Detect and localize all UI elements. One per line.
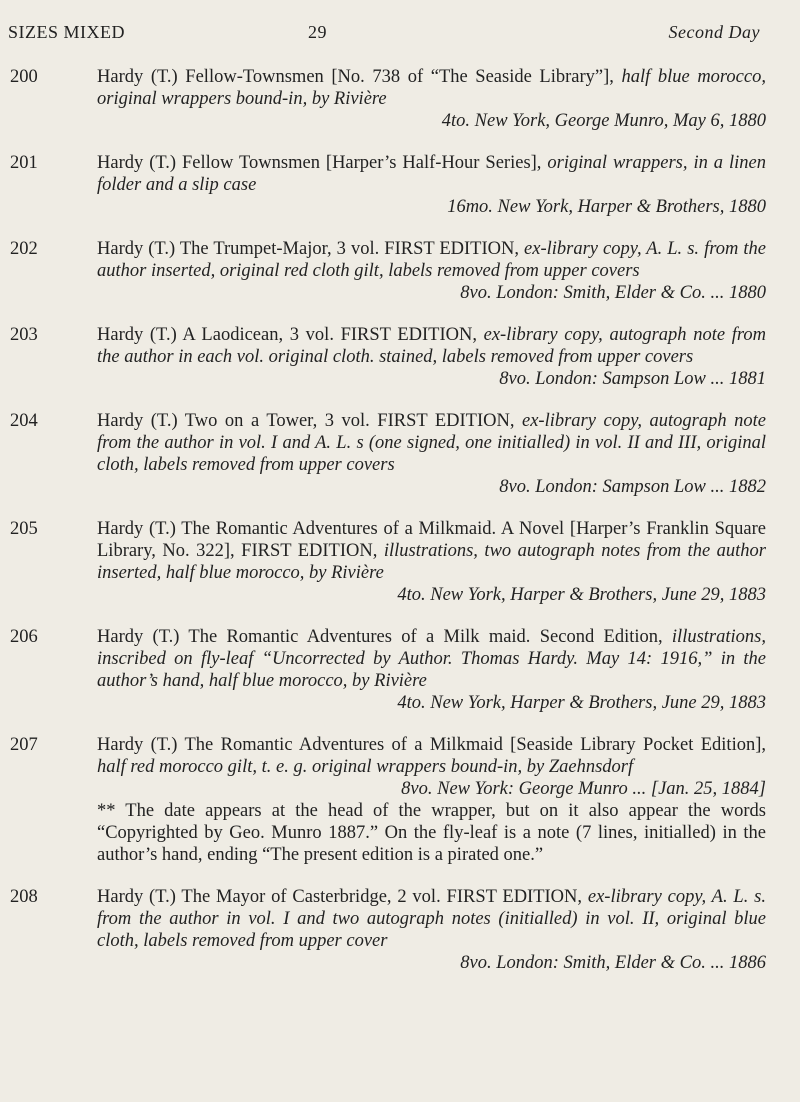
lot-entry <box>6 152 766 218</box>
lot-entry <box>6 518 766 606</box>
lot-note: ** The date appears at the head of the wrapper, but on it also appear the words “Copyrighted by Geo. Munro 1887.” On the fly-leaf is a note (7 lines, initialled) in the author’s hand, ending “The present edition is a pirated one.” <box>97 801 766 865</box>
lot-description <box>97 626 766 692</box>
lot-number: 200 <box>10 67 38 87</box>
lot-details: half red morocco gilt, t. e. g. original wrappers bound-in, by Zaehnsdorf <box>97 757 634 777</box>
lot-entry <box>6 886 766 974</box>
lot-body <box>97 518 766 606</box>
lot-entry <box>6 410 766 498</box>
lot-entry <box>6 626 766 714</box>
lot-title: Hardy (T.) The Romantic Adventures of a Milkmaid [Seaside Library Pocket Edition], <box>97 735 766 755</box>
lot-imprint: 4to. New York, George Munro, May 6, 1880 <box>441 111 766 131</box>
lot-imprint: 8vo. New York: George Munro ... [Jan. 25, 1884] <box>401 779 766 799</box>
lot-description <box>97 734 766 778</box>
lot-body <box>97 886 766 974</box>
lot-number: 201 <box>10 153 38 173</box>
page-header <box>8 22 760 52</box>
lot-imprint: 4to. New York, Harper & Brothers, June 29, 1883 <box>397 585 766 605</box>
lot-imprint: 8vo. London: Smith, Elder & Co. ... 1886 <box>460 953 766 973</box>
lot-imprint: 8vo. London: Smith, Elder & Co. ... 1880 <box>460 283 766 303</box>
lot-description <box>97 66 766 110</box>
lot-title: Hardy (T.) The Romantic Adventures of a Milkmaid. A Novel [Harper’s Franklin Square Library, No. 322], FIRST EDITION, <box>97 519 766 561</box>
lot-imprint: 8vo. London: Sampson Low ... 1881 <box>499 369 766 389</box>
lot-number: 204 <box>10 411 38 431</box>
lot-description <box>97 410 766 476</box>
lot-title: Hardy (T.) The Mayor of Casterbridge, 2 vol. FIRST EDITION, <box>97 887 588 907</box>
lot-title: Hardy (T.) Fellow-Townsmen [No. 738 of “The Seaside Library”], <box>97 67 622 87</box>
lot-description <box>97 324 766 368</box>
lot-details: ex-library copy, autograph note from the author in each vol. original cloth. stained, labels removed from upper covers <box>97 325 766 367</box>
lot-title: Hardy (T.) The Trumpet-Major, 3 vol. FIRST EDITION, <box>97 239 525 259</box>
lot-entry <box>6 238 766 304</box>
lot-imprint: 8vo. London: Sampson Low ... 1882 <box>499 477 766 497</box>
lot-title: Hardy (T.) Two on a Tower, 3 vol. FIRST EDITION, <box>97 411 522 431</box>
lot-body <box>97 324 766 390</box>
header-day: Second Day <box>668 22 760 42</box>
lot-details: ex-library copy, A. L. s. from the author in vol. I and two autograph notes (initialled) in vol. II, original blue cloth, labels removed from upper cover <box>97 887 766 951</box>
lot-body <box>97 626 766 714</box>
lot-details: original wrappers, in a linen folder and a slip case <box>97 153 766 195</box>
lot-body <box>97 152 766 218</box>
lot-number: 203 <box>10 325 38 345</box>
lot-imprint: 16mo. New York, Harper & Brothers, 1880 <box>447 197 766 217</box>
lot-description <box>97 886 766 952</box>
lot-title: Hardy (T.) A Laodicean, 3 vol. FIRST EDITION, <box>97 325 484 345</box>
lot-number: 208 <box>10 887 38 907</box>
lot-number: 206 <box>10 627 38 647</box>
lot-description <box>97 238 766 282</box>
lot-entry <box>6 324 766 390</box>
lot-number: 205 <box>10 519 38 539</box>
page-number: 29 <box>308 22 327 42</box>
lot-entry <box>6 66 766 132</box>
lot-body <box>97 734 766 866</box>
lot-body <box>97 238 766 304</box>
lot-number: 202 <box>10 239 38 259</box>
lot-body <box>97 410 766 498</box>
lot-title: Hardy (T.) The Romantic Adventures of a Milk maid. Second Edition, <box>97 627 672 647</box>
header-section-title: SIZES MIXED <box>8 22 125 42</box>
lot-imprint: 4to. New York, Harper & Brothers, June 29, 1883 <box>397 693 766 713</box>
lot-details: ex-library copy, A. L. s. from the author inserted, original red cloth gilt, labels removed from upper covers <box>97 239 766 281</box>
lot-list <box>6 66 766 974</box>
lot-details: illustrations, two autograph notes from the author inserted, half blue morocco, by Rivière <box>97 541 767 583</box>
lot-description <box>97 518 766 584</box>
lot-title: Hardy (T.) Fellow Townsmen [Harper’s Half-Hour Series], <box>97 153 548 173</box>
lot-description <box>97 152 766 196</box>
lot-details: illustrations, inscribed on fly-leaf “Uncorrected by Author. Thomas Hardy. May 14: 1916,” in the author’s hand, half blue morocco, by Rivière <box>97 627 766 691</box>
lot-entry <box>6 734 766 866</box>
lot-number: 207 <box>10 735 38 755</box>
lot-details: ex-library copy, autograph note from the author in vol. I and A. L. s (one signed, one initialled) in vol. II and III, original cloth, labels removed from upper covers <box>97 411 766 475</box>
lot-details: half blue morocco, original wrappers bound-in, by Rivière <box>97 67 766 109</box>
lot-body <box>97 66 766 132</box>
